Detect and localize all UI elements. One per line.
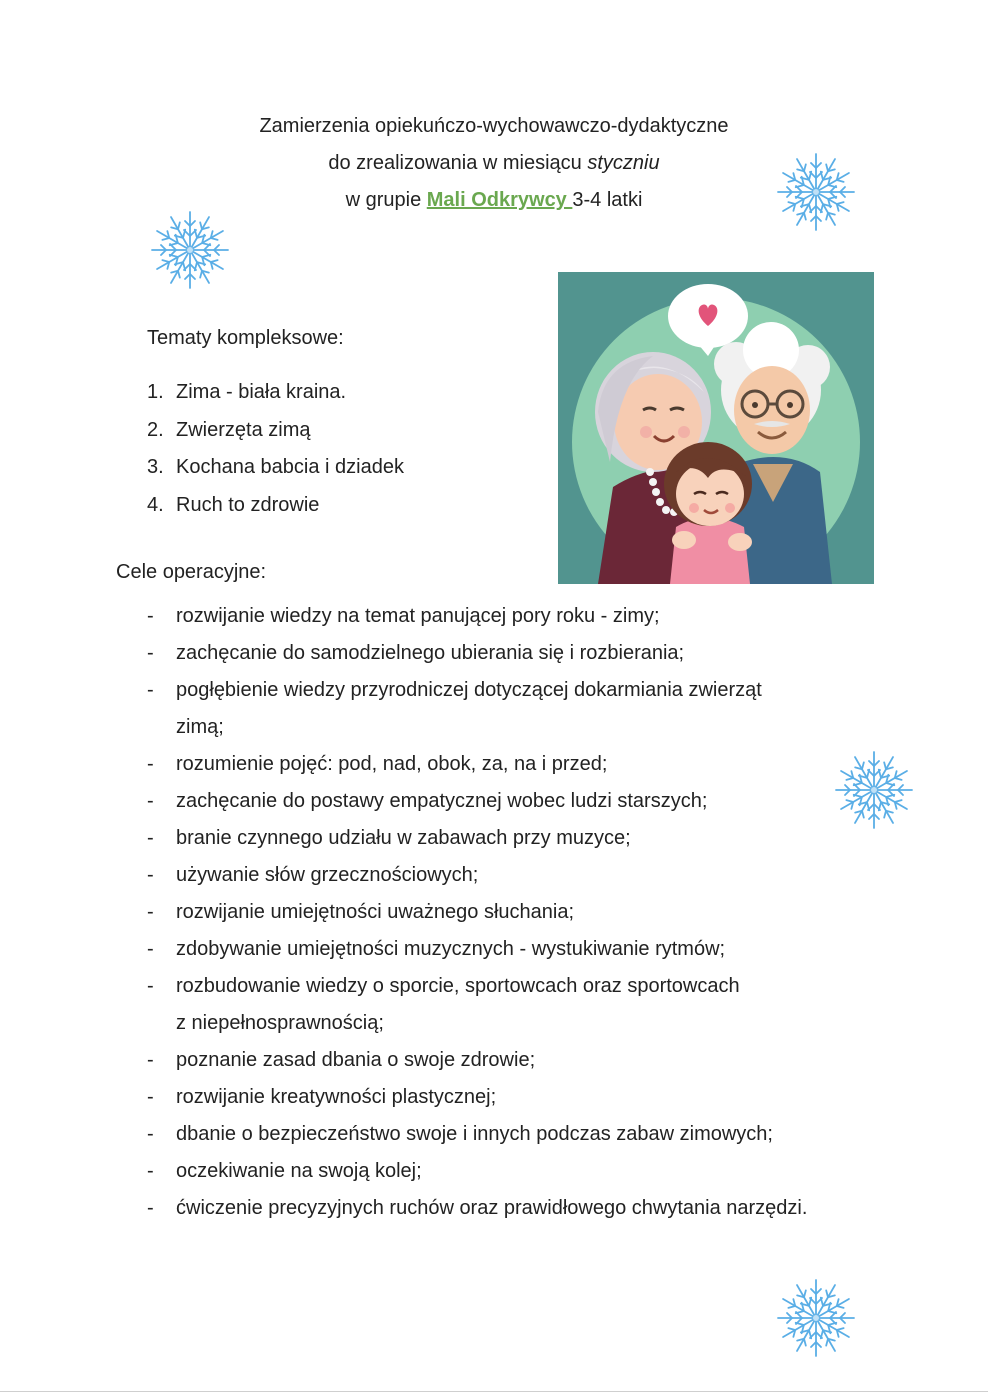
page-bottom-border xyxy=(0,1391,988,1392)
goal-item xyxy=(147,931,887,968)
group-name: Mali Odkrywcy xyxy=(426,189,573,211)
goal-item xyxy=(147,1190,887,1227)
month-name: styczniu xyxy=(587,152,660,174)
topic-number: 4. xyxy=(147,493,164,516)
goal-item xyxy=(147,1079,887,1116)
topic-item xyxy=(147,412,404,450)
goal-bullet: - xyxy=(147,1197,154,1219)
goal-item xyxy=(147,746,887,783)
goal-text: rozumienie pojęć: pod, nad, obok, za, na i przed; xyxy=(176,753,608,775)
goal-text: poznanie zasad dbania o swoje zdrowie; xyxy=(176,1049,536,1071)
goal-bullet: - xyxy=(147,790,154,812)
goal-text: zachęcanie do postawy empatycznej wobec ludzi starszych; xyxy=(176,790,708,812)
header-month-line: do zrealizowania w miesiącu styczniu xyxy=(328,152,660,174)
child-figure xyxy=(664,442,752,584)
topic-text: Zwierzęta zimą xyxy=(176,418,311,441)
goal-bullet: - xyxy=(147,1049,154,1071)
goal-text: oczekiwanie na swoją kolej; xyxy=(176,1160,422,1182)
goal-text: używanie słów grzecznościowych; xyxy=(176,864,479,886)
topic-item xyxy=(147,487,404,525)
topic-item xyxy=(147,374,404,412)
goal-item xyxy=(147,857,887,894)
goal-bullet: - xyxy=(147,938,154,960)
topic-number: 2. xyxy=(147,418,164,441)
goal-bullet: - xyxy=(147,753,154,775)
topic-text: Kochana babcia i dziadek xyxy=(176,456,404,478)
topics-heading: Tematy kompleksowe: xyxy=(147,327,344,349)
goal-item xyxy=(147,783,887,820)
goal-text: branie czynnego udziału w zabawach przy muzyce; xyxy=(176,827,631,849)
goal-text: pogłębienie wiedzy przyrodniczej dotyczącej dokarmiania zwierząt xyxy=(176,679,762,701)
goal-text: zimą; xyxy=(176,716,224,738)
goal-text: ćwiczenie precyzyjnych ruchów oraz prawidłowego chwytania narzędzi. xyxy=(176,1197,808,1219)
goal-bullet: - xyxy=(147,864,154,886)
goal-text: dbanie o bezpieczeństwo swoje i innych podczas zabaw zimowych; xyxy=(176,1123,773,1145)
topic-number: 3. xyxy=(147,456,164,478)
topic-text: Zima - biała kraina. xyxy=(176,381,347,403)
goal-text: rozwijanie umiejętności uważnego słuchania; xyxy=(176,901,574,923)
header-title: Zamierzenia opiekuńczo-wychowawczo-dydaktyczne xyxy=(259,115,729,137)
goal-item xyxy=(147,635,887,672)
goal-text: zachęcanie do samodzielnego ubierania się i rozbierania; xyxy=(176,642,685,664)
goal-text: rozwijanie wiedzy na temat panującej pory roku - zimy; xyxy=(176,605,660,627)
goal-item xyxy=(147,894,887,931)
goals-heading: Cele operacyjne: xyxy=(116,561,267,583)
goals-list xyxy=(147,598,887,1227)
goal-bullet: - xyxy=(147,605,154,627)
goal-item xyxy=(147,1042,887,1079)
goal-item xyxy=(147,1153,887,1190)
topics-list xyxy=(147,374,404,524)
goal-item xyxy=(147,598,887,635)
goal-bullet: - xyxy=(147,827,154,849)
goal-bullet: - xyxy=(147,679,154,701)
snowflake-icon xyxy=(148,208,232,292)
header-group-line: w grupie Mali Odkrywcy 3-4 latki xyxy=(345,189,643,211)
goal-bullet: - xyxy=(147,901,154,923)
goal-bullet: - xyxy=(147,1086,154,1108)
snowflake-icon xyxy=(774,1276,858,1360)
goal-text: z niepełnosprawnością; xyxy=(176,1012,384,1034)
goal-text: rozwijanie kreatywności plastycznej; xyxy=(176,1086,497,1108)
goal-item xyxy=(147,968,887,1042)
snowflake-icon xyxy=(774,150,858,234)
goal-bullet: - xyxy=(147,975,154,997)
goal-bullet: - xyxy=(147,1123,154,1145)
topic-number: 1. xyxy=(147,381,164,403)
goal-item xyxy=(147,1116,887,1153)
topic-item xyxy=(147,449,404,487)
grandparents-illustration xyxy=(558,272,874,584)
topic-text: Ruch to zdrowie xyxy=(176,493,320,516)
goal-text: rozbudowanie wiedzy o sporcie, sportowcach oraz sportowcach xyxy=(176,975,740,997)
goal-item xyxy=(147,820,887,857)
goal-item xyxy=(147,672,887,746)
goal-bullet: - xyxy=(147,642,154,664)
snowflake-icon xyxy=(832,748,916,832)
goal-text: zdobywanie umiejętności muzycznych - wystukiwanie rytmów; xyxy=(176,938,726,960)
goal-bullet: - xyxy=(147,1160,154,1182)
